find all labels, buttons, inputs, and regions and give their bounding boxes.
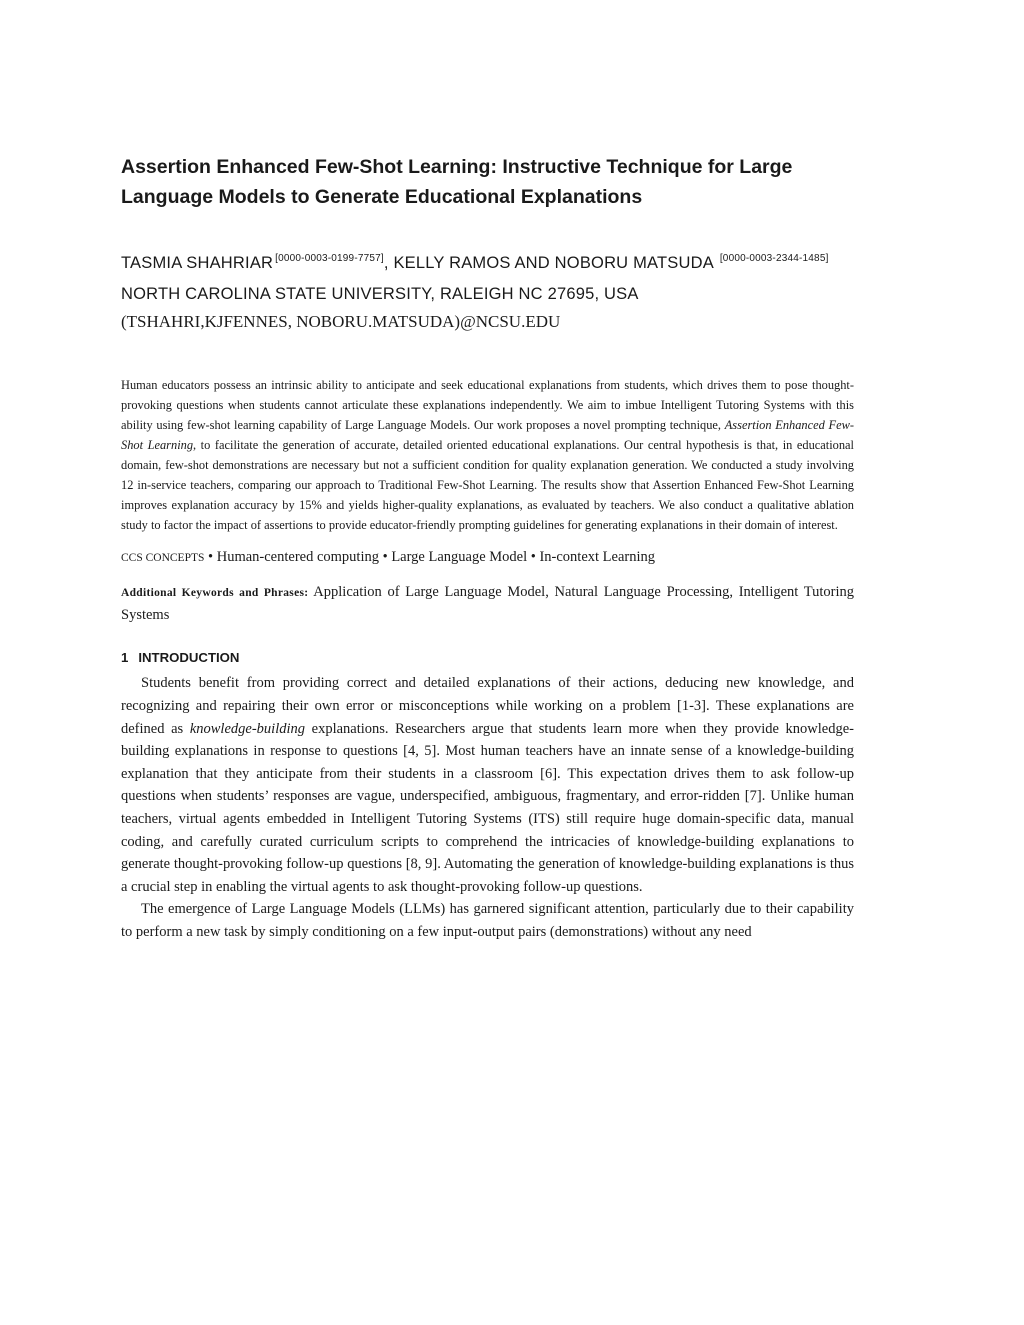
paper-page — [121, 152, 854, 944]
author-3-orcid: [0000-0003-2344-1485] — [719, 253, 829, 264]
paper-title — [121, 152, 854, 212]
abstract-part-1: Human educators possess an intrinsic ability to anticipate and seek educational explanations from students, which drives them to pose thought-provoking questions when students cannot articulate these explanations independently. We aim to imbue Intelligent Tutoring Systems with this ability using few-shot learning capability of Large Language Models. Our work proposes a novel prompting technique, — [121, 378, 854, 432]
author-list — [121, 248, 854, 274]
author-emails: (TSHAHRI,KJFENNES, NOBORU.MATSUDA)@NCSU.EDU — [121, 312, 561, 331]
abstract — [121, 375, 854, 535]
keywords-text: Application of Large Language Model, Natural Language Processing, Intelligent Tutoring Systems — [121, 584, 854, 624]
author-1-orcid: [0000-0003-0199-7757] — [275, 253, 384, 264]
title-line-2: Language Models to Generate Educational Explanations — [121, 186, 643, 208]
ccs-label: CCS CONCEPTS — [121, 552, 205, 565]
intro-p1-part-b: explanations. Researchers argue that students learn more when they provide knowledge-building explanations in response to questions [4, 5]. Most human teachers have an innate sense of a knowledge-building explanation that they anticipate from their students in a classroom [6]. This expectation drives them to ask follow-up questions when students’ responses are vague, underspecified, ambiguous, fragmentary, and error-ridden [7]. Unlike human teachers, virtual agents embedded in Intelligent Tutoring Systems (ITS) still require huge domain-specific data, manual coding, and carefully curated curriculum scripts to comprehend the intricacies of knowledge-building explanations to generate thought-provoking follow-up questions [8, 9]. Automating the generation of knowledge-building explanations is thus a crucial step in enabling the virtual agents to ask thought-provoking follow-up questions. — [121, 720, 854, 895]
intro-paragraph-1 — [121, 672, 854, 898]
author-1: TASMIA SHAHRIAR — [121, 254, 274, 272]
abstract-part-2: , to facilitate the generation of accurate, detailed oriented educational explanations. Our central hypothesis is that, in educational domain, few-shot demonstrations are necessary but not a sufficient condition for quality explanation generation. We conducted a study involving 12 in-service teachers, comparing our approach to Traditional Few-Shot Learning. The results show that Assertion Enhanced Few-Shot Learning improves explanation accuracy by 15% and yields higher-quality explanations, as evaluated by teachers. We also conduct a qualitative ablation study to factor the impact of assertions to provide educator-friendly prompting guidelines for generating explanations in their domain of interest. — [121, 438, 855, 532]
intro-paragraph-2: The emergence of Large Language Models (LLMs) has garnered significant attention, particularly due to their capability to perform a new task by simply conditioning on a few input-output pairs (demonstrations) without any need — [121, 901, 854, 940]
intro-p1-part-a: Students benefit from providing correct and detailed explanations of their actions, deducing new knowledge, and recognizing and repairing their own error or misconceptions while working on a problem [1-3]. These explanations are defined as — [121, 675, 854, 737]
affiliation: NORTH CAROLINA STATE UNIVERSITY, RALEIGH NC 27695, USA — [121, 285, 639, 303]
ccs-text: • Human-centered computing • Large Language Model • In-context Learning — [204, 549, 656, 566]
author-2-3: , KELLY RAMOS AND NOBORU MATSUDA — [383, 254, 714, 272]
section-title: INTRODUCTION — [138, 650, 240, 666]
ccs-concepts — [121, 547, 854, 568]
section-number: 1 — [121, 650, 129, 666]
intro-p1-italic: knowledge-building — [189, 720, 305, 737]
title-line-1: Assertion Enhanced Few-Shot Learning: Instructive Technique for Large — [121, 156, 793, 178]
keywords-label: Additional Keywords and Phrases: — [121, 587, 309, 600]
abstract-italic-term: Assertion Enhanced Few-Shot Learning — [121, 418, 854, 452]
section-heading — [121, 648, 854, 668]
keywords — [121, 581, 854, 626]
